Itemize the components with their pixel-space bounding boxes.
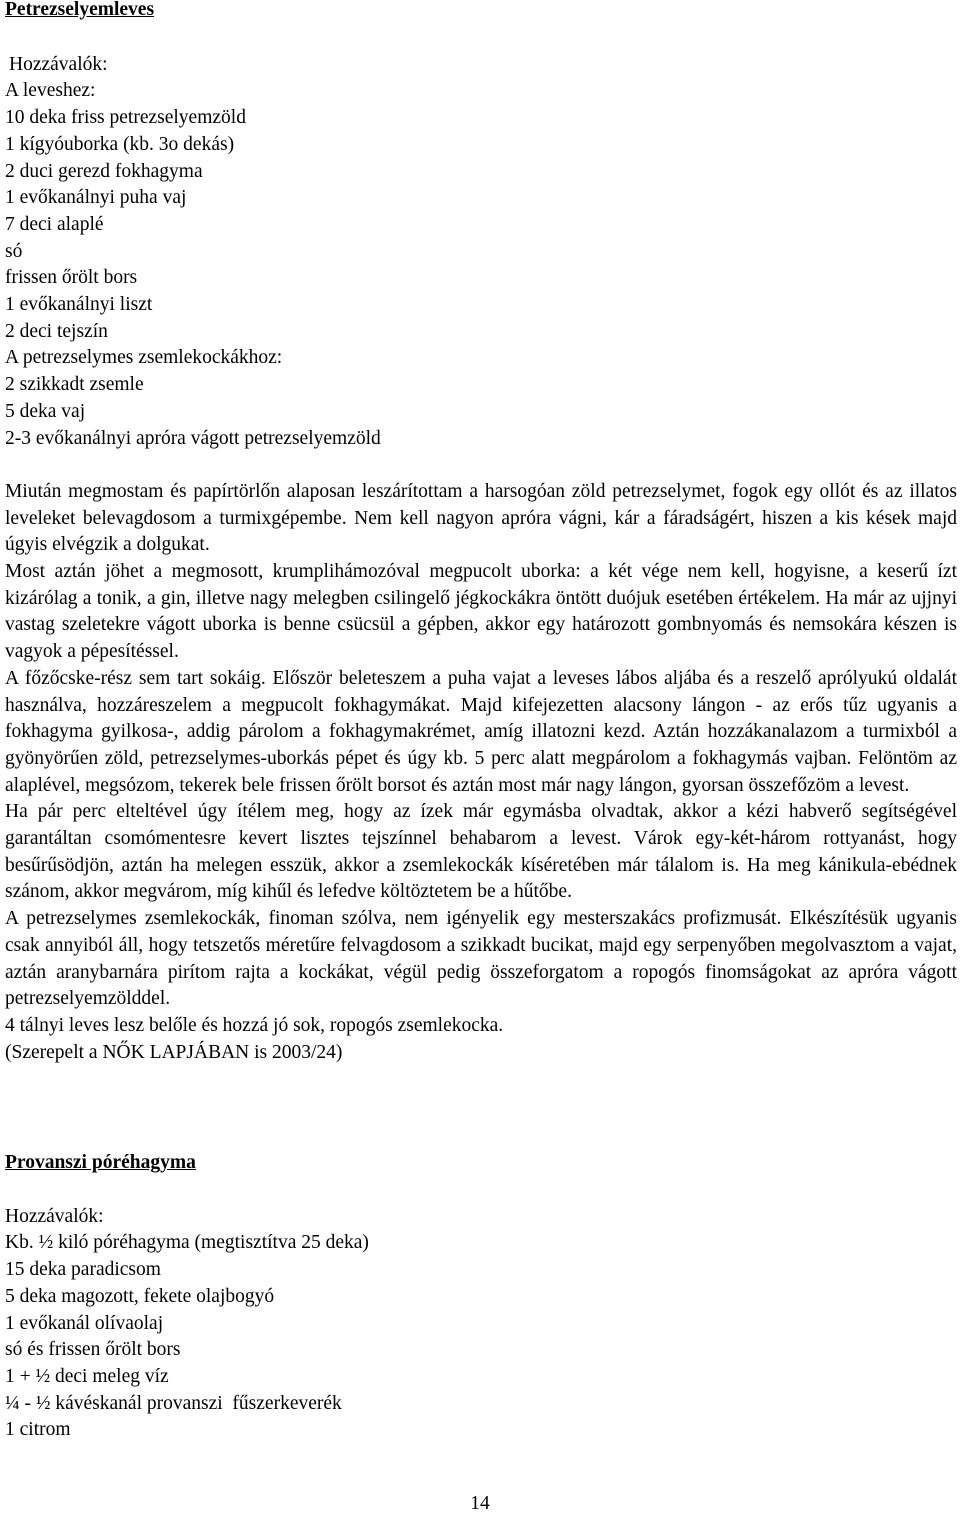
method-paragraph: A főzőcske-rész sem tart sokáig. Először beleteszem a puha vajat a leveses lábos aljába és a reszelő aprólyukú oldalát használva, hozzáreszelem a megpucolt fokhagymákat. Majd kifejezetten alacsony lángon - az erős tűz ugyanis a fokhagyma gyilkosa-, addig párolom a fokhagymakrémet, amíg illatozni kezd. Aztán hozzákanalazom a turmixból a gyönyörűen zöld, petrezselymes-uborkás pépet és úgy kb. 5 perc alatt megpárolom a fokhagymás vajban. Felöntöm az alaplével, megsózom, tekerek bele frissen őrölt borsot és aztán most már nagy lángon, gyorsan összefőzöm a levest. <box>5 667 957 796</box>
ingredient-line: 5 deka vaj <box>5 400 86 422</box>
ingredient-line: 1 evőkanálnyi puha vaj <box>5 187 187 209</box>
method-paragraph: A petrezselymes zsemlekockák, finoman szólva, nem igényelik egy mesterszakács profizmusát. Elkészítésük ugyanis csak annyiból áll, hogy tetszetős méretűre felvagdosom a szikkadt bucikat, majd egy serpenyőben megolvasztom a vajat, aztán aranybarnára pirítom rajta a kockákat, végül pedig összeforgatom a ropogós finomságokat az apróra vágott petrezselyemzölddel. <box>5 908 957 1010</box>
method-text <box>5 479 957 1066</box>
ingredient-line: 1 evőkanálnyi liszt <box>5 294 153 316</box>
method-paragraph: Most aztán jöhet a megmosott, krumplihámozóval megpucolt uborka: a két vége nem kell, hogyisne, a keserű ízt kizárólag a tonik, a gin, illetve nagy melegben csilingelő jégkockákra öntött duójuk esetében értékelem. Ha már az ujjnyi vastag szeletekre vágott uborka is benne csücsül a gépben, akkor egy határozott gombnyomás és nemsokára készen is vagyok a pépesítéssel. <box>5 561 957 663</box>
ingredient-line: 2-3 evőkanálnyi apróra vágott petrezselyemzöld <box>5 427 381 449</box>
recipe-title: Petrezselyemleves <box>5 0 155 20</box>
ingredient-line: frissen őrölt bors <box>5 267 138 289</box>
ingredient-line: 10 deka friss petrezselyemzöld <box>5 107 246 129</box>
ingredient-line: 5 deka magozott, fekete olajbogyó <box>5 1285 275 1307</box>
ingredient-line: só és frissen őrölt bors <box>5 1339 181 1361</box>
ingredient-line: 2 deci tejszín <box>5 320 108 342</box>
ingredients-block <box>5 1204 957 1444</box>
ingredient-line: 15 deka paradicsom <box>5 1259 161 1281</box>
ingredient-line: 2 szikkadt zsemle <box>5 374 144 396</box>
ingredient-line: 2 duci gerezd fokhagyma <box>5 160 203 182</box>
ingredient-line: ¼ - ½ kávéskanál provanszi fűszerkeverék <box>5 1392 342 1414</box>
method-paragraph: Miután megmostam és papírtörlőn alaposan leszárítottam a harsogóan zöld petrezselymet, fogok egy ollót és az illatos leveleket belevagdosom a turmixgépembe. Nem kell nagyon apróra vágni, kár a fáradságért, hiszen a kis kések majd úgyis elvégzik a dolgukat. <box>5 480 957 556</box>
page-number: 14 <box>470 1493 490 1514</box>
ingredient-line: Kb. ½ kiló póréhagyma (megtisztítva 25 deka) <box>5 1232 369 1254</box>
recipe-petrezselyemleves <box>5 0 957 1066</box>
ingredients-block <box>5 52 957 453</box>
method-paragraph: 4 tálnyi leves lesz belőle és hozzá jó sok, ropogós zsemlekocka. <box>5 1015 504 1036</box>
recipe-provanszi-porehagyma <box>5 1150 957 1444</box>
ingredients-heading: Hozzávalók: <box>5 1205 104 1227</box>
ingredient-line: 1 evőkanál olívaolaj <box>5 1312 164 1334</box>
ingredient-line: A petrezselymes zsemlekockákhoz: <box>5 347 283 369</box>
document-page <box>5 0 957 1441</box>
recipe-title: Provanszi póréhagyma <box>5 1152 196 1173</box>
ingredient-line: 1 kígyóuborka (kb. 3o dekás) <box>5 133 235 155</box>
ingredients-heading: Hozzávalók: <box>9 53 108 75</box>
method-paragraph: Ha pár perc elteltével úgy ítélem meg, hogy az ízek már egymásba olvadtak, akkor a kézi habverő segítségével garantáltan csomómentesre kevert lisztes tejszínnel behabarom a levest. Várok egy-két-három rottyanást, hogy besűrűsödjön, aztán ha melegen esszük, akkor a zsemlekockák kíséretében már tálalom is. Ha meg kánikula-ebédnek szánom, akkor megvárom, míg kihűl és lefedve költöztetem be a hűtőbe. <box>5 801 957 903</box>
ingredient-line: só <box>5 240 23 262</box>
ingredient-line: A leveshez: <box>5 80 96 102</box>
ingredient-line: 1 citrom <box>5 1419 71 1441</box>
source-note: (Szerepelt a NŐK LAPJÁBAN is 2003/24) <box>5 1041 343 1063</box>
ingredient-line: 7 deci alaplé <box>5 213 104 235</box>
ingredient-line: 1 + ½ deci meleg víz <box>5 1365 169 1387</box>
